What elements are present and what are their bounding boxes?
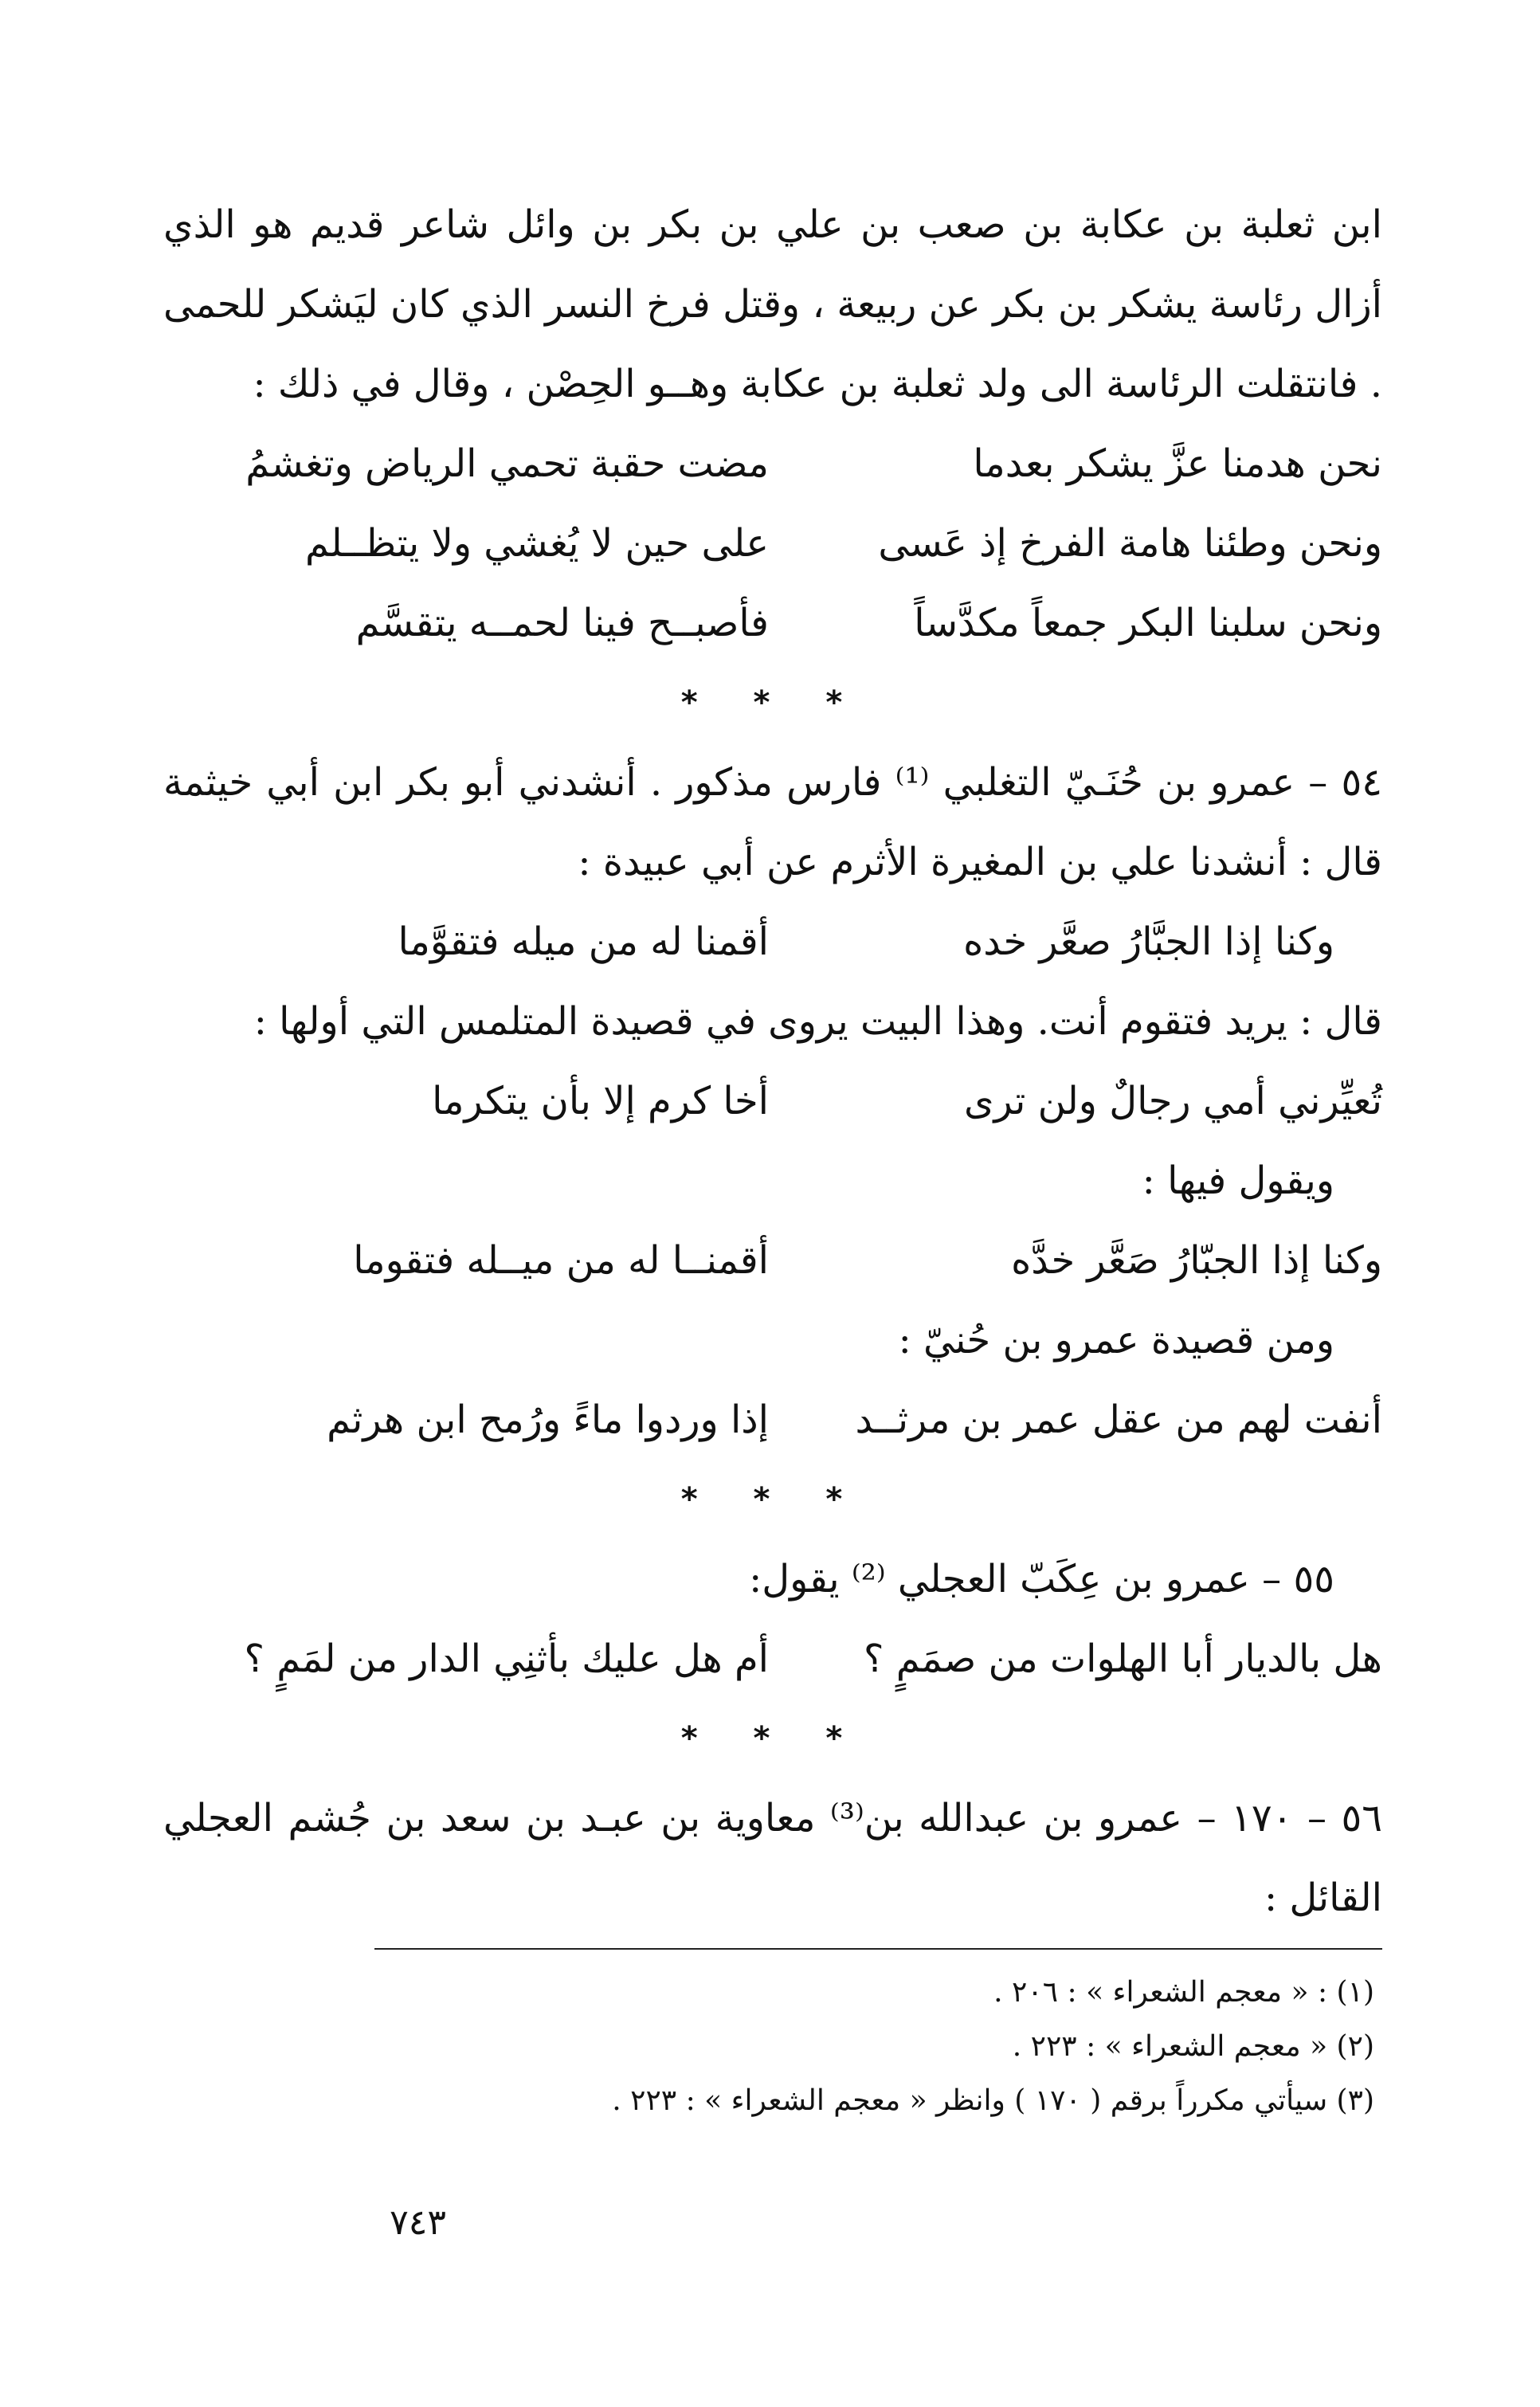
- verse-first-hemistich: وكنا إذا الجبَّارُ صعَّر خده: [963, 919, 1334, 964]
- poem-1-verse-2: [163, 504, 1382, 583]
- entry-54-verse-c: [163, 1221, 1382, 1300]
- entry-54-commentary: قال : يريد فتقوم أنت. وهذا البيت يروى في قصيدة المتلمس التي أولها :: [253, 999, 1382, 1044]
- section-separator: * * *: [680, 1481, 865, 1518]
- entry-54-heading: ٥٤ – عمرو بن حُنَـيّ التغلبي ⁽¹⁾ فارس مذكور . أنشدني أبو بكر ابن أبي خيثمة قال : أنشدنا علي بن المغيرة الأثرم عن أبي عبيدة :: [163, 760, 1383, 884]
- verse-first-hemistich: تُعيِّرني أمي رجالٌ ولن ترى: [963, 1079, 1382, 1123]
- footnote-list: [374, 1950, 1382, 2128]
- page-number: ٧٤٣: [390, 2202, 446, 2243]
- poem-1-verse-3: [163, 583, 1382, 663]
- entry-56-heading: ٥٦ – ١٧٠ – عمرو بن عبدالله بن⁽³⁾ معاوية بن عبـد بن سعد بن جُشم العجلي القائل :: [163, 1796, 1383, 1920]
- poem-1: [163, 424, 1382, 663]
- entry-54-says: ويقول فيها :: [1142, 1158, 1334, 1203]
- entry-54-verse-a: [163, 902, 1382, 982]
- footnote-3: (٣) سيأتي مكرراً برقم ( ١٧٠ ) وانظر « معجم الشعراء » : ٢٢٣ .: [612, 2084, 1374, 2117]
- verse-second-hemistich: على حين لا يُغشي ولا يتظــلم: [305, 521, 769, 566]
- verse-first-hemistich: أنفت لهم من عقل عمر بن مرثــد: [855, 1398, 1382, 1442]
- main-text-column: [163, 185, 1382, 1938]
- verse-first-hemistich: ونحن سلبنا البكر جمعاً مكدَّساً: [914, 601, 1382, 645]
- verse-second-hemistich: مضت حقبة تحمي الرياض وتغشمُ: [245, 441, 769, 486]
- entry-55-heading: ٥٥ – عمرو بن عِكَبّ العجلي ⁽²⁾ يقول:: [749, 1557, 1334, 1601]
- footnote-1: (١) : « معجم الشعراء » : ٢٠٦ .: [993, 1976, 1374, 2009]
- section-separator: * * *: [680, 684, 865, 721]
- poem-1-verse-1: [163, 424, 1382, 504]
- verse-first-hemistich: وكنا إذا الجبّارُ صَعَّر خدَّه: [1011, 1238, 1382, 1283]
- footnote-2: (٢) « معجم الشعراء » : ٢٢٣ .: [1012, 2030, 1374, 2063]
- section-separator: * * *: [680, 1720, 865, 1757]
- verse-second-hemistich: إذا وردوا ماءً ورُمح ابن هرثم: [327, 1398, 769, 1442]
- verse-second-hemistich: أخا كرم إلا بأن يتكرما: [432, 1079, 769, 1123]
- entry-54-from-poem: ومن قصيدة عمرو بن حُنيّ :: [898, 1318, 1334, 1362]
- intro-paragraph: ابن ثعلبة بن عكابة بن صعب بن علي بن بكر بن وائل شاعر قديم هو الذي أزال رئاسة يشكر بن بكر عن ربيعة ، وقتل فرخ النسر الذي كان ليَشكر للحمى . فانتقلت الرئاسة الى ولد ثعلبة بن عكابة وهــو الحِصْن ، وقال في ذلك :: [163, 202, 1383, 406]
- verse-second-hemistich: أم هل عليك بأثنِي الدار من لمَمٍ ؟: [244, 1637, 769, 1681]
- footnotes-section: [374, 1948, 1382, 2128]
- verse-second-hemistich: أقمنا له من ميله فتقوَّما: [398, 919, 769, 964]
- verse-first-hemistich: نحن هدمنا عزَّ يشكر بعدما: [973, 441, 1382, 486]
- entry-54-verse-d: [163, 1380, 1382, 1460]
- verse-first-hemistich: هل بالديار أبا الهلوات من صمَمٍ ؟: [864, 1637, 1382, 1681]
- entry-55-verse: [163, 1619, 1382, 1699]
- verse-second-hemistich: أقمنــا له من ميــله فتقوما: [353, 1238, 769, 1283]
- verse-first-hemistich: ونحن وطئنا هامة الفرخ إذ عَسى: [878, 521, 1382, 566]
- entry-54-verse-b: [163, 1061, 1382, 1141]
- verse-second-hemistich: فأصبــح فينا لحمــه يتقسَّم: [355, 601, 769, 645]
